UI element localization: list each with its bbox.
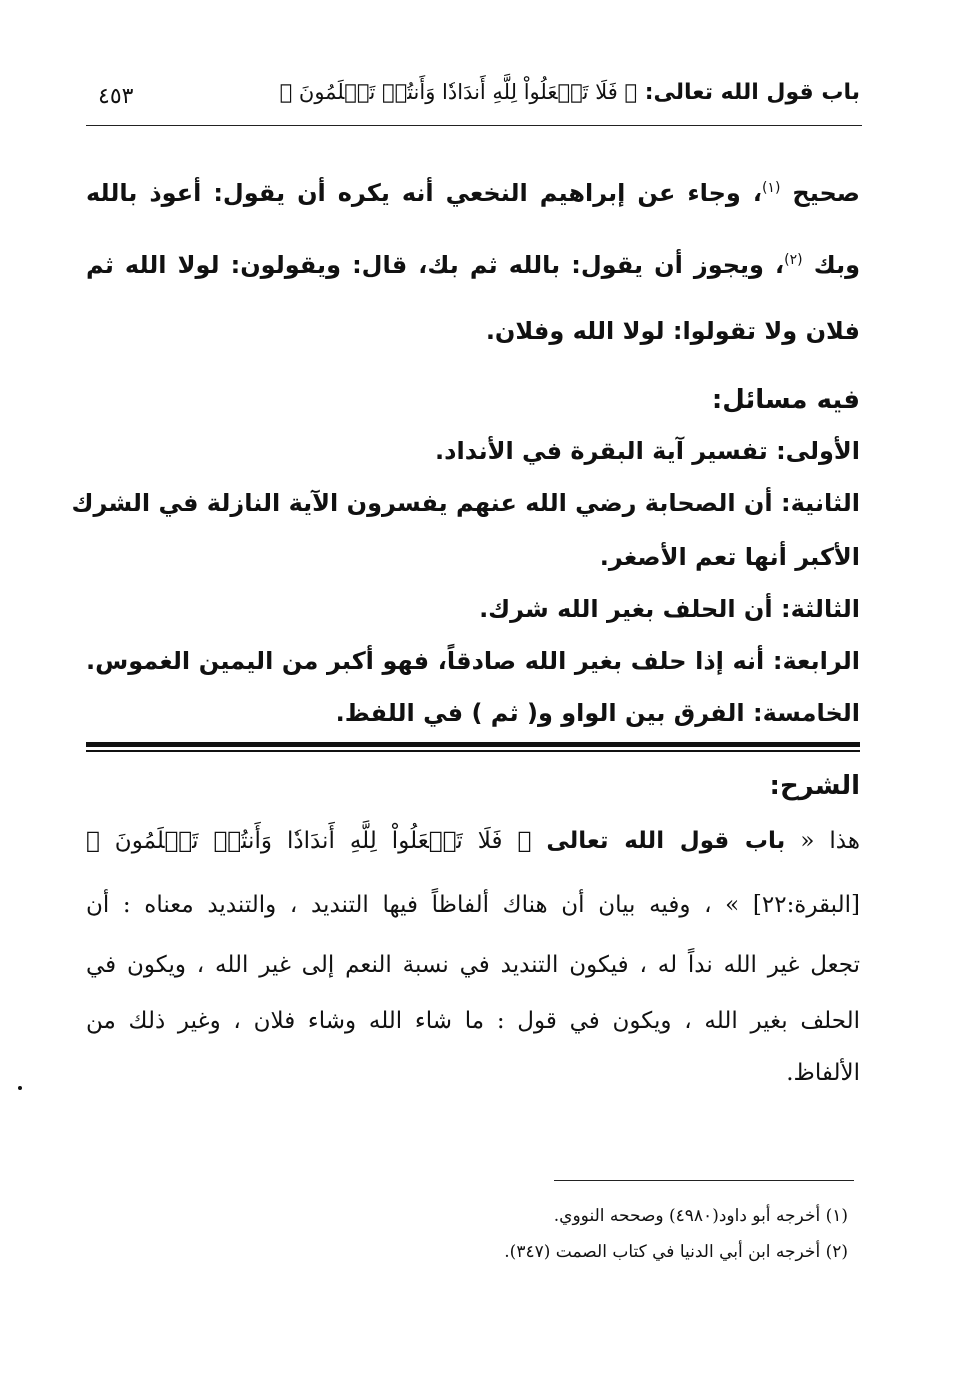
sharh-line-4: الحلف بغير الله ، ويكون في قول : ما شاء الله وشاء فلان ، وغير ذلك من bbox=[86, 1008, 860, 1034]
header-ayah: ﴿ فَلَا تَجۡعَلُواْ لِلَّهِ أَندَادٗا وَأَنتُمۡ تَعۡلَمُونَ ﴾ bbox=[279, 80, 638, 104]
masail-heading: فيه مسائل: bbox=[711, 385, 860, 415]
footnote-1: (١) أخرجه أبو داود(٤٩٨٠) وصححه النووي. bbox=[553, 1206, 848, 1226]
header-chapter: باب قول الله تعالى: bbox=[644, 80, 860, 105]
intro-line-3: فلان ولا تقولوا: لولا الله وفلان. bbox=[485, 317, 860, 345]
footnote-2: (٢) أخرجه ابن أبي الدنيا في كتاب الصمت (٣٤٧). bbox=[504, 1242, 848, 1262]
footnote-ref-2: (٢) bbox=[784, 252, 803, 268]
sharh-chapter-ref: باب قول الله تعالى bbox=[546, 828, 786, 854]
sharh-ayah: ﴿ فَلَا تَجۡعَلُواْ لِلَّهِ أَندَادٗا وَأَنتُمۡ تَعۡلَمُونَ ﴾ bbox=[86, 828, 532, 854]
masail-item-5: الخامسة: الفرق بين الواو و( ثم ) في اللفظ. bbox=[335, 699, 860, 727]
scan-speck bbox=[18, 1086, 22, 1090]
footnote-ref-1: (١) bbox=[761, 180, 781, 196]
masail-item-2-cont: الأكبر أنها تعم الأصغر. bbox=[599, 543, 860, 571]
sharh-line-2: [البقرة:٢٢] » ، وفيه بيان أن هناك ألفاظاً فيها التنديد ، والتنديد معناه : أن bbox=[86, 892, 860, 918]
sharh-line-3: تجعل غير الله نداً له ، فيكون التنديد في نسبة النعم إلى غير الله ، ويكون في bbox=[86, 952, 860, 978]
masail-item-4: الرابعة: أنه إذا حلف بغير الله صادقاً، فهو أكبر من اليمين الغموس. bbox=[86, 647, 860, 675]
sharh-line-5: الألفاظ. bbox=[786, 1060, 860, 1086]
sharh-line-1: هذا « باب قول الله تعالى ﴿ فَلَا تَجۡعَلُواْ لِلَّهِ أَندَادٗا وَأَنتُمۡ تَعۡلَمُونَ ﴾ bbox=[86, 828, 860, 854]
masail-item-1: الأولى: تفسير آية البقرة في الأنداد. bbox=[435, 437, 860, 465]
masail-item-3: الثالثة: أن الحلف بغير الله شرك. bbox=[479, 595, 860, 623]
footnote-divider bbox=[554, 1180, 854, 1181]
sharh-heading: الشرح: bbox=[769, 771, 860, 801]
masail-item-2: الثانية: أن الصحابة رضي الله عنهم يفسرون الآية النازلة في الشرك bbox=[71, 489, 860, 517]
commentary bbox=[71, 0, 860, 1120]
intro-line-1: صحيح $^{(١)}$، وجاء عن إبراهيم النخعي أنه يكره أن يقول: أعوذ بالله bbox=[86, 179, 860, 207]
intro-line-2: وبك $^{(٢)}$، ويجوز أن يقول: بالله ثم بك، قال: ويقولون: لولا الله ثم bbox=[86, 251, 861, 279]
page-number: ٤٥٣ bbox=[98, 84, 134, 109]
